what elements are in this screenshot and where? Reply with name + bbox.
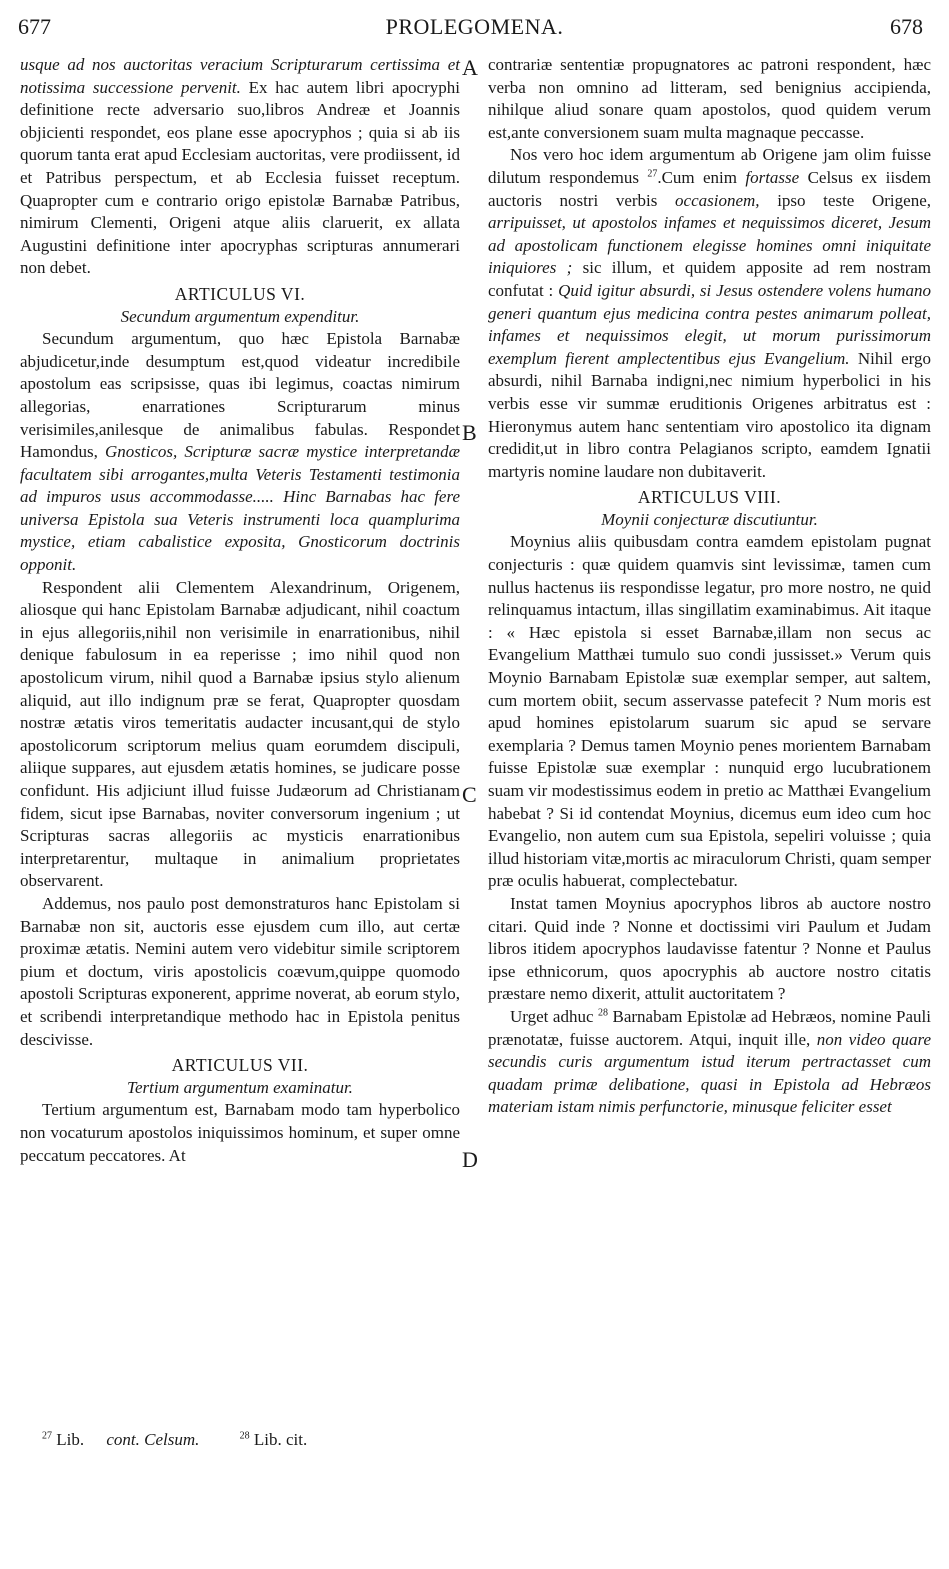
article-8-heading: ARTICULUS VIII. [637,487,782,508]
paragraph: Nos vero hoc idem argumentum ab Origene jam olim fuisse dilutum respondemus $^{27}$.Cum enim fortasse Celsus ex iisdem auctoris nostri verbis occasionem, ipso teste Origene, arripuisset, ut apostolos infames et nequissimos diceret, Jesum ad apostolicam functionem elegisse homines omni iniquitate iniquiores ; sic illum, et quidem apposite ad rem nostram confutat : Quid igitur absurdi, si Jesus ostendere volens humano generi quantum ejus medicina contra pestes animarum polleat, infames et nequissimos elegit, ut morum purissimorum exemplum fierent amplectentibus ejus Evangelium. Nihil ergo absurdi, nihil Barnaba indigni,nec nimium hyperbolici in his verbis esse vir summæ eruditionis Origenes arbitratus est : Hieronymus autem hanc sententiam viro apostolico ita dignam credidit,ut in libro contra Pelagianos scripto, eamdem Ignatii martyris nomine laudare non dubitaverit. [488,145,932,481]
paragraph: Secundum argumentum, quo hæc Epistola Barnabæ abjudicetur,inde desumptum est,quod videatur incredibile apostolum eas scripsisse, quas ibi legimus, coactas nimirum allegorias, enarrationes Scripturarum minus verisimiles,anilesque de animalibus fabulas. Respondet Hamondus, Gnosticos, Scripturæ sacræ mystice interpretandæ facultatem sibi arrogantes,multa Veteris Testamenti testimonia ad impuros usus accommodasse..... Hinc Barnabas hac fere universa Epistola sua Veteris instrumenti loca quamplurima mystice, etiam cabalistice exposita, Gnosticorum doctrinis opponit. [20,329,460,575]
article-6-heading: ARTICULUS VI. [174,283,306,304]
margin-letter-c: C [462,782,477,807]
margin-letter-b: B [462,420,477,445]
paragraph: Urget adhuc $^{28}$ Barnabam Epistolæ ad Hebræos, nomine Pauli prænotatæ, fuisse auctorem. Atqui, inquit ille, non video quare secundis curis argumentum istud iterum pertractasset cum quadam primæ delibatione, quasi in Epistola ad Hebræos materiam istam nimis perfunctorie, minusque feliciter esset [488,1006,931,1117]
article-6-subtitle: Secundum argumentum expenditur. [120,306,360,326]
paragraph: usque ad nos auctoritas veracium Scripturarum certissima et notissima successione pervenit. Ex hac autem libri apocryphi definitione recte adversario suo,libros Andreæ et Joannis objicienti respondet, eos plane esse apocryphos ; quia si ab iis quorum tanta erat apud Ecclesiam auctoritas, vere prodiissent, id et Patribus perspectum, et ab Ecclesia fuisset receptum. Quapropter cum e contrario origo epistolæ Barnabæ Patribus, nimirum Clementi, Origeni atque aliis claruerit, ex allata Augustini definitione inter apocryphas scripturas annumerari non debet. [20,55,460,278]
footnote-28: $^{28}$ Lib. cit. [239,1430,308,1449]
footnote-27: $^{27}$ Lib. cont. Celsum. [42,1430,200,1449]
paragraph: Instat tamen Moynius apocryphos libros ab auctore nostro citari. Quid inde ? Nonne et doctissimi viri Paulum et Judam libros itidem apocryphos laudavisse fatentur ? Nonne et Paulus ipse ethnicorum, quos apocryphis ab auctore nostro citatis præstare nemo dixerit, attulit auctoritatem ? [488,893,931,1004]
running-title: PROLEGOMENA. [385,14,564,39]
article-7-subtitle: Tertium argumentum examinatur. [127,1077,353,1097]
margin-letter-a: A [462,55,478,80]
footnotes [42,1430,642,1450]
footnote-ref-27: 27 [647,168,658,180]
left-column [20,54,460,1167]
right-column [488,54,931,1119]
margin-letter-d: D [462,1147,478,1172]
article-7-heading: ARTICULUS VII. [171,1055,309,1076]
paragraph: Tertium argumentum est, Barnabam modo tam hyperbolico non vocaturum apostolos iniquissimos hominum, et super omne peccatum peccatores. At [20,1100,460,1165]
page-number-right: 678 [890,14,923,39]
paragraph: contrariæ sententiæ propugnatores ac patroni respondent, hæc verba non omnino ad litteram, sed benignius accipienda, nihilque aliud sonare quam apostolos, quod quidem verum est,ante conversionem suam multa magnaque peccasse. [488,55,931,142]
paragraph: Addemus, nos paulo post demonstraturos hanc Epistolam si Barnabæ non sit, auctoris esse ejusdem cum illo, aut certæ proximæ ætatis. Nemini autem vero videbitur simile scriptorem pium et doctum, viris apostolicis coævum,quippe quomodo apostoli Scripturas exponerent, apprime noverat, ab eorum stylo, et scribendi interpretandique methodo hac in Epistola penitus descivisse. [20,893,460,1049]
footnote-ref-28: 28 [597,1007,608,1019]
paragraph: Respondent alii Clementem Alexandrinum, Origenem, aliosque qui hanc Epistolam Barnabæ adjudicant, nihil coactum in ejus allegoriis,nihil non verisimile in enarrationibus, nihil denique fabulosum in ea reperisse ; imo nihil quod non apostolicum virum, nihil quod a Barnabæ ipsius stylo alienum aliquid, aut illo indignum præ se ferat, Quapropter quosdam nostræ ætatis viros temeritatis audacter incusant,qui de stylo apostolicorum scriptorum melius quam eorumdem discipuli, aliique suppares, aut ejusdem ætatis homines, se judicare posse confidunt. His adjiciunt illud fuisse Judæorum ad Christianam fidem, sicut ipse Barnabas, noviter conversorum ingenium ; ut Scripturas sacras allegoriis ac mysticis enarrationibus interpretarentur, multaque in animalium proprietates observarent. [20,577,460,891]
paragraph: Moynius aliis quibusdam contra eamdem epistolam pugnat conjecturis : quæ quidem quamvis sint levissimæ, tamen cum nullus hactenus iis respondisse legatur, pro more nostro, ne quid relinquamus intactum, illas singillatim examinabimus. Ait itaque : « Hæc epistola si esset Barnabæ,illam non secus ac Evangelium Matthæi tumulo suo condi jussisset.» Verum quis Moynio Barnabam Epistolæ suæ exemplar semper, aut saltem, cum mortem obiit, secum asservasse patefecit ? Num moris est apud homines epistolarum suarum sic apud se servare exemplaria ? Demus tamen Moynio penes morientem Barnabam fuisse Epistolæ suæ exemplar : nunquid ergo lucubrationem suam vir modestissimus eodem in pretio ac Matthæi Evangelium habebat ? Si id contendat Moynius, dicemus eum ideo cum hoc Evangelio, non autem cum sua Epistola, sepeliri voluisse ; quia illud historiam vitæ,mortis ac miraculorum Christi, quam semper præ oculis habuerat, complectebatur. [488,532,931,891]
page-number-left: 677 [18,14,51,39]
article-8-subtitle: Moynii conjecturæ discutiuntur. [601,509,818,529]
